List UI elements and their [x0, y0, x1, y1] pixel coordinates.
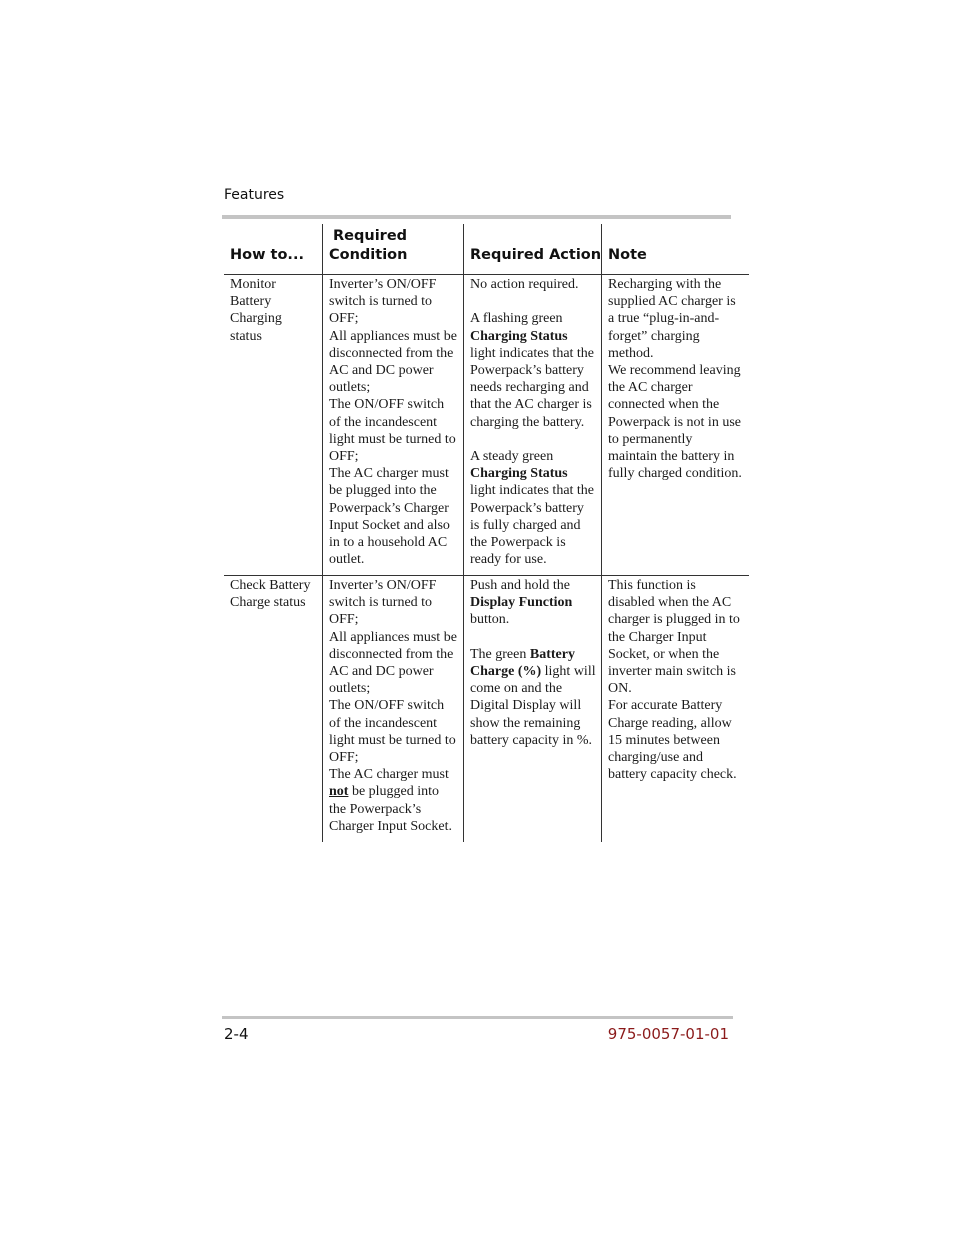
- text-line: inverter main switch is: [608, 664, 736, 680]
- row2-condition: Inverter’s ON/OFF switch is turned to OFF; All appliances must be disconnected from the AC and DC power outlets; The ON/OFF switch of the incandescent light must be turned to OFF; The AC charger must not be plugged into the Powerpack’s Charger Input Socket.: [329, 577, 461, 835]
- row-divider: [224, 575, 749, 576]
- text-line: fully charged condition.: [608, 466, 742, 482]
- text-line: The AC charger must: [329, 466, 449, 482]
- text-line: charging/use and: [608, 750, 703, 766]
- text-line: Input Socket and also: [329, 517, 450, 533]
- column-head-condition-line2: Condition: [329, 247, 408, 263]
- column-divider: [463, 224, 464, 842]
- text-line: light must be turned to: [329, 732, 456, 748]
- text-line: of the incandescent: [329, 414, 438, 430]
- text-line: outlet.: [329, 552, 365, 568]
- text-line: disconnected from the: [329, 345, 454, 361]
- text-line: outlets;: [329, 681, 371, 697]
- text-line: switch is turned to: [329, 595, 433, 611]
- text-line: maintain the battery in: [608, 449, 735, 465]
- row1-note: [608, 276, 748, 482]
- bottom-rule: [222, 1016, 733, 1019]
- text-line: forget” charging: [608, 328, 700, 344]
- text-line: the Powerpack’s: [329, 801, 422, 817]
- column-head-how-to: How to...: [230, 247, 304, 263]
- text-line: ON.: [608, 681, 632, 697]
- text-line: outlets;: [329, 380, 371, 396]
- text-line: All appliances must be: [329, 629, 457, 645]
- text-line: Powerpack is not in use: [608, 414, 741, 430]
- text-line: AC and DC power: [329, 363, 434, 379]
- text-line: Charge status: [230, 595, 306, 611]
- text-line: light must be turned to: [329, 431, 456, 447]
- text-line: charger is plugged in to: [608, 612, 740, 628]
- text-line: 15 minutes between: [608, 732, 720, 748]
- column-divider: [322, 224, 323, 842]
- text-line: connected when the: [608, 397, 720, 413]
- text-line: We recommend leaving: [608, 363, 741, 379]
- row2-action: Push and hold the Display Function button. The green Battery Charge (%) light will come on and the Digital Display will show the remaining battery capacity in %.: [470, 578, 596, 748]
- text-line: OFF;: [329, 311, 359, 327]
- page-number: 2-4: [224, 1025, 249, 1043]
- column-head-note: Note: [608, 247, 647, 263]
- text-line: of the incandescent: [329, 715, 438, 731]
- text-line: be plugged into the: [329, 483, 437, 499]
- text-line: OFF;: [329, 612, 359, 628]
- text-line: AC and DC power: [329, 664, 434, 680]
- text-line: OFF;: [329, 449, 359, 465]
- text-line: switch is turned to: [329, 294, 433, 310]
- text-line: in to a household AC: [329, 535, 448, 551]
- row1-action: No action required. A flashing green Charging Status light indicates that the Powerpack’s battery needs recharging and that the AC charger is charging the battery. A steady green Charging Status light indicates that the Powerpack’s battery is fully charged and the Powerpack is ready for use.: [470, 277, 595, 568]
- text-line: a true “plug-in-and-: [608, 311, 720, 327]
- text-line: status: [230, 328, 262, 344]
- text-line: Check Battery: [230, 578, 311, 593]
- text-line: The ON/OFF switch: [329, 698, 445, 714]
- column-head-required-action: Required Action: [470, 247, 602, 263]
- row2-note: [608, 577, 748, 783]
- text-line: Charge reading, allow: [608, 715, 732, 731]
- text-line: disconnected from the: [329, 646, 454, 662]
- text-line: This function is: [608, 578, 696, 593]
- text-line: the Charger Input: [608, 629, 707, 645]
- text-line: to permanently: [608, 431, 693, 447]
- text-line: Inverter’s ON/OFF: [329, 277, 437, 292]
- text-line: supplied AC charger is: [608, 294, 736, 310]
- text-line: Recharging with the: [608, 277, 722, 292]
- text-line: The ON/OFF switch: [329, 397, 445, 413]
- text-line: Charger Input Socket.: [329, 818, 452, 834]
- row1-how-to: [230, 276, 318, 345]
- text-line: The AC charger must: [329, 767, 449, 783]
- text-line: method.: [608, 345, 654, 361]
- text-line: Battery: [230, 294, 272, 310]
- header-rule: [224, 274, 749, 275]
- text-line: Monitor: [230, 277, 276, 292]
- text-line: OFF;: [329, 750, 359, 766]
- column-divider: [601, 224, 602, 842]
- text-line: For accurate Battery: [608, 698, 723, 714]
- row1-condition: [329, 276, 461, 568]
- text-line: battery capacity check.: [608, 767, 737, 783]
- top-rule: [222, 215, 731, 219]
- section-header: Features: [224, 187, 285, 203]
- text-line: Inverter’s ON/OFF: [329, 578, 437, 593]
- document-number: 975-0057-01-01: [607, 1025, 729, 1043]
- text-line: Powerpack’s Charger: [329, 500, 449, 516]
- text-line: Socket, or when the: [608, 646, 720, 662]
- text-line: the AC charger: [608, 380, 693, 396]
- text-line: Charging: [230, 311, 282, 327]
- column-head-required-line1: Required: [333, 228, 408, 244]
- text-line: All appliances must be: [329, 328, 457, 344]
- text-line: disabled when the AC: [608, 595, 732, 611]
- row2-how-to: [230, 577, 320, 611]
